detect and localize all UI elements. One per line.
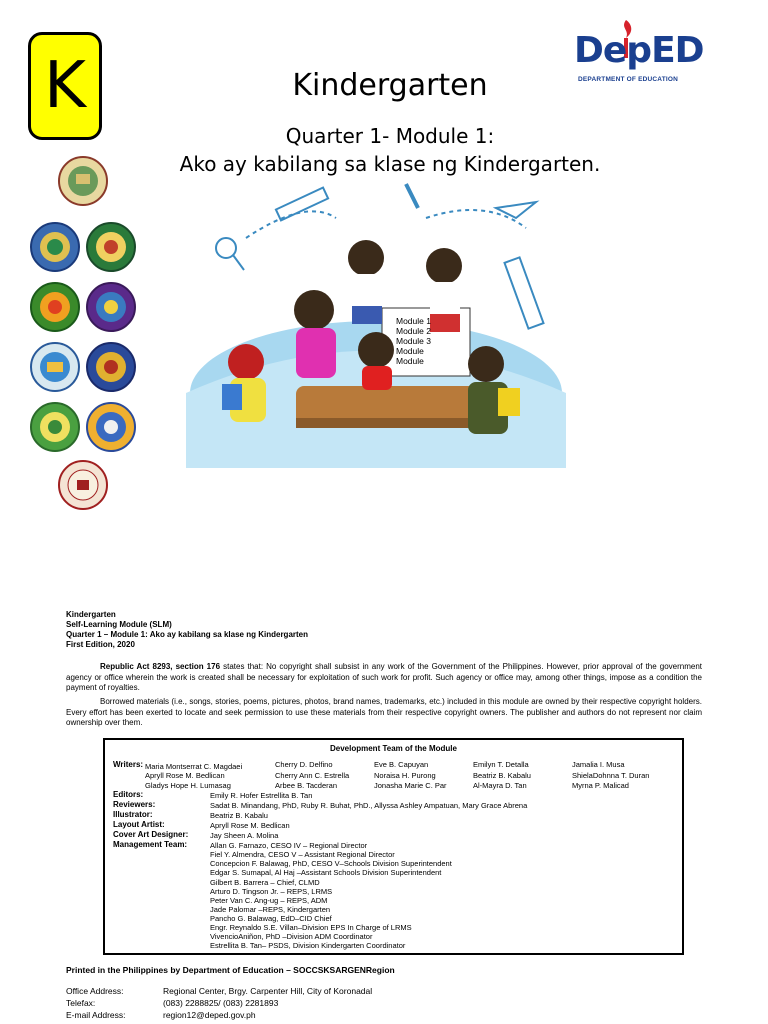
development-team-box [103,738,684,955]
module-subtitle-line2: Ako ay kabilang sa klase ng Kindergarten. [179,152,601,176]
division-seal-icon [30,222,80,272]
reviewers-label: Reviewers: [113,800,156,809]
division-seal-icon [86,402,136,452]
copyright-law-reference: Republic Act 8293, section 176 [100,662,221,671]
checklist-item: Module [396,346,424,356]
doc-info-line: Self-Learning Module (SLM) [66,620,172,629]
kindergarten-k-badge [28,32,102,140]
illustrator-label: Illustrator: [113,810,153,819]
management-member: Arturo D. Tingson Jr. – REPS, LRMS [210,887,333,896]
email-label: E-mail Address: [66,1010,126,1020]
writer-name: Beatriz B. Kabalu [473,771,531,780]
page-title: Kindergarten [292,68,488,103]
deped-wordmark: DepED [574,30,704,71]
management-member: Allan G. Farnazo, CESO IV – Regional Director [210,841,368,850]
division-seal-icon [30,402,80,452]
division-seal-icon [58,460,108,510]
management-member: Fiel Y. Almendra, CESO V – Assistant Regional Director [210,850,395,859]
management-member: Engr. Reynaldo S.E. Villan–Division EPS In Charge of LRMS [210,923,412,932]
management-member: Concepcion F. Balawag, PhD, CESO V–Schools Division Superintendent [210,859,452,868]
writer-name: Al-Mayra D. Tan [473,781,527,790]
layout-artist-name: Apryll Rose M. Bedlican [210,821,290,830]
writer-name: ShielaDohnna T. Duran [572,771,650,780]
division-seal-icon [30,282,80,332]
classroom-illustration [186,178,566,468]
writer-name: Jonasha Marie C. Par [374,781,447,790]
copyright-text: states that: No copyright shall subsist in any work of the Government of the Philippines. However, prior approval of the government agency or office wherein the work is created shall be necessary for exploitation of such work for profit. Such agency or office may, among other things, impose as a condition the payment of royalties. [66,662,703,692]
management-team-label: Management Team: [113,840,188,849]
writer-name: Maria Montserrat C. Magdaei [145,762,243,771]
management-member: Pancho G. Balawag, EdD–CID Chief [210,914,332,923]
division-seal-icon [86,282,136,332]
management-member: Gilbert B. Barrera – Chief, CLMD [210,878,320,887]
cover-designer-label: Cover Art Designer: [113,830,189,839]
printed-by-line: Printed in the Philippines by Department of Education – SOCCSKSARGENRegion [66,965,395,975]
cover-designer-name: Jay Sheen A. Molina [210,831,279,840]
checklist-item: Module 2 [396,326,431,336]
editors-label: Editors: [113,790,144,799]
management-member: Estrellita B. Tan– PSDS, Division Kindergarten Coordinator [210,941,406,950]
checklist-item: Module [396,356,424,366]
email-address: region12@deped.gov.ph [163,1010,256,1020]
writer-name: Noraisa H. Purong [374,771,436,780]
copyright-paragraph [66,662,702,694]
writers-label: Writers: [113,760,144,769]
writer-name: Jamalia I. Musa [572,760,625,769]
division-seals [30,150,160,510]
writer-name: Eve B. Capuyan [374,760,429,769]
document-info [66,610,308,650]
writer-name: Cherry Ann C. Estrella [275,771,350,780]
checklist-item: Module 1 [396,316,431,326]
office-address: Regional Center, Brgy. Carpenter Hill, City of Koronadal [163,986,373,996]
deped-subtitle: DEPARTMENT OF EDUCATION [578,76,679,83]
writer-name: Gladys Hope H. Lumasag [145,781,231,790]
telefax-number: (083) 2288825/ (083) 2281893 [163,998,279,1008]
illustrator-name: Beatriz B. Kabalu [210,811,268,820]
checklist-items [396,316,431,366]
division-seal-icon [30,342,80,392]
writer-name: Myrna P. Malicad [572,781,629,790]
editors-names: Emily R. Hofer Estrellita B. Tan [210,791,313,800]
layout-artist-label: Layout Artist: [113,820,165,829]
office-address-label: Office Address: [66,986,124,996]
management-member: Edgar S. Sumapal, Al Haj –Assistant Schools Division Superintendent [210,868,442,877]
doc-info-line: Quarter 1 – Module 1: Ako ay kabilang sa klase ng Kindergarten [66,630,308,639]
management-member: VivencioAniñon, PhD –Division ADM Coordinator [210,932,373,941]
deped-logo [574,16,704,86]
team-box-title: Development Team of the Module [330,744,457,753]
doc-info-line: Kindergarten [66,610,116,619]
checklist-item: Module 3 [396,336,431,346]
writer-name: Emilyn T. Detalla [473,760,529,769]
division-seal-icon [86,342,136,392]
module-subtitle-line1: Quarter 1- Module 1: [285,124,495,148]
division-seal-icon [58,156,108,206]
management-member: Peter Van C. Ang-ug – REPS, ADM [210,896,328,905]
doc-info-line: First Edition, 2020 [66,640,135,649]
telefax-label: Telefax: [66,998,96,1008]
writer-name: Arbee B. Tacderan [275,781,337,790]
writer-name: Apryll Rose M. Bedlican [145,771,225,780]
borrowed-materials-paragraph: Borrowed materials (i.e., songs, stories, poems, pictures, photos, brand names, trademarks, etc.) included in this module are owned by their respective copyright holders. Every effort has been exerted to locate and seek permission to use these materials from their respective copyright owners. The publisher and authors do not represent nor claim ownership over them. [66,697,702,727]
management-member: Jade Palomar –REPS, Kindergarten [210,905,331,914]
writer-name: Cherry D. Delfino [275,760,333,769]
division-seal-icon [86,222,136,272]
reviewers-names: Sadat B. Minandang, PhD, Ruby R. Buhat, PhD., Allyssa Ashley Ampatuan, Mary Grace Abrena [210,801,528,810]
k-badge-letter: K [44,49,86,123]
